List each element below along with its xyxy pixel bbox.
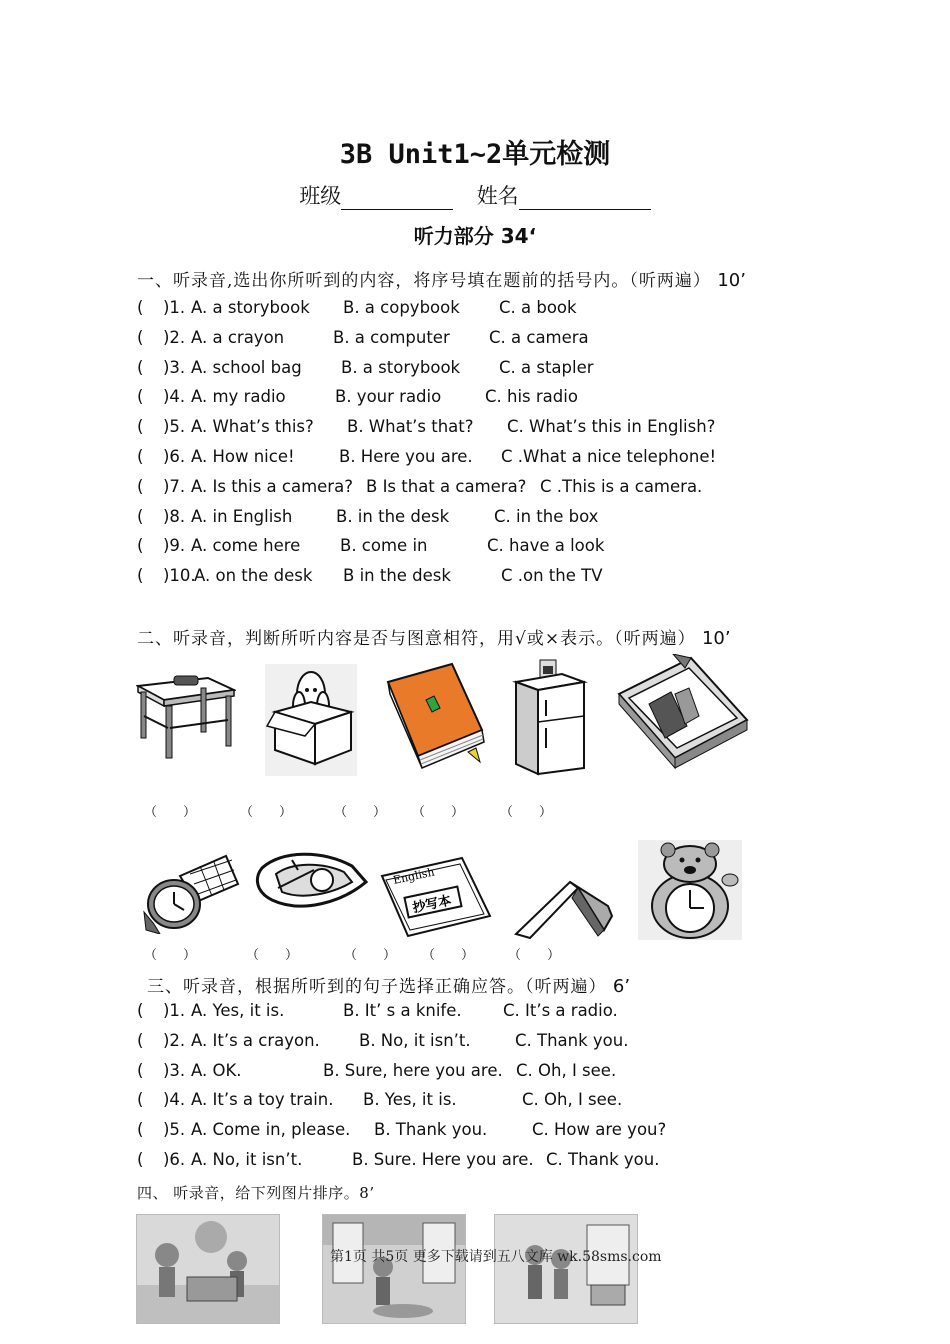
storybook-icon [382, 660, 486, 776]
option-a: A. come here [191, 536, 301, 556]
option-a: A. What’s this? [191, 417, 314, 437]
option-a: A. school bag [191, 357, 302, 377]
question-number: )6. [163, 1150, 186, 1169]
copybook-cover-text: English [391, 865, 436, 887]
scene-picture-1 [136, 1214, 280, 1324]
answer-bracket[interactable]: （ ） [422, 948, 475, 963]
question-number: )1. [163, 298, 186, 317]
option-b: B. a storybook [341, 357, 461, 377]
option-b: B. your radio [335, 387, 442, 407]
answer-bracket[interactable]: （ ） [344, 948, 397, 963]
option-a: A. Is this a camera? [191, 476, 353, 496]
option-c: C. in the box [494, 506, 599, 526]
question-number: )2. [163, 1030, 186, 1050]
dog-in-box-icon [265, 664, 357, 776]
option-b: B Is that a camera? [366, 476, 527, 496]
question-number: )6. [163, 447, 186, 466]
option-a: A. in English [191, 506, 293, 526]
listening-subtitle: 听力部分 34‘ [413, 224, 537, 248]
student-info-line [0, 180, 950, 210]
section3-heading-text: 三、听录音，根据所听到的句子选择正确应答。（听两遍） [147, 977, 607, 997]
section1-heading-text: 一、听录音,选出你所听到的内容，将序号填在题前的括号内。（听两遍） [137, 271, 711, 291]
class-label: 班级 [299, 184, 342, 208]
option-b: B. Thank you. [374, 1120, 488, 1140]
pencil-sharpener-icon [252, 848, 370, 920]
option-a: A. a crayon [191, 327, 285, 347]
question-number: )8. [163, 506, 186, 526]
answer-bracket[interactable]: ( [137, 506, 144, 526]
option-b: B. What’s that? [347, 417, 474, 437]
section2-heading [137, 624, 731, 649]
option-a: A. my radio [191, 387, 286, 407]
answer-bracket[interactable]: ( [137, 1030, 144, 1050]
option-a: A. on the desk [194, 566, 313, 586]
option-b: B. in the desk [336, 506, 450, 526]
watch-icon [140, 854, 240, 934]
answer-bracket[interactable]: ( [137, 1060, 144, 1080]
option-a: A. It’s a crayon. [191, 1030, 320, 1050]
question-number: )10. [163, 566, 196, 586]
option-a: A. Yes, it is. [191, 1001, 285, 1020]
section3-points: 6’ [612, 976, 631, 997]
answer-bracket[interactable]: （ ） [246, 948, 299, 963]
bear-clock-icon [638, 840, 742, 940]
option-c: C. Thank you. [515, 1030, 629, 1050]
pencil-box-icon [615, 654, 749, 780]
class-blank[interactable] [341, 187, 453, 210]
answer-bracket[interactable]: ( [137, 1120, 144, 1140]
option-a: A. OK. [191, 1060, 242, 1080]
answer-bracket[interactable]: （ ） [334, 805, 387, 820]
option-b: B. It’ s a knife. [343, 1001, 462, 1020]
answer-bracket[interactable]: （ ） [240, 805, 293, 820]
option-c: C. Oh, I see. [516, 1060, 617, 1080]
option-a: A. How nice! [191, 447, 295, 466]
question-number: )5. [163, 417, 186, 437]
section2-points: 10’ [701, 628, 731, 649]
question-number: )5. [163, 1120, 186, 1140]
page-title [0, 132, 950, 171]
option-a: A. a storybook [191, 298, 310, 317]
question-number: )3. [163, 357, 186, 377]
answer-bracket[interactable]: ( [137, 417, 144, 437]
option-c: C. his radio [485, 387, 578, 407]
option-c: C. What’s this in English? [507, 417, 716, 437]
answer-bracket[interactable]: ( [137, 357, 144, 377]
option-c: C. Oh, I see. [522, 1090, 623, 1110]
name-blank[interactable] [519, 187, 651, 210]
answer-bracket[interactable]: ( [137, 476, 144, 496]
option-a: A. It’s a toy train. [191, 1090, 334, 1110]
question-number: )9. [163, 536, 186, 556]
fridge-with-radio-icon [510, 656, 588, 776]
option-c: C .on the TV [501, 566, 603, 586]
answer-bracket[interactable]: ( [137, 447, 144, 466]
option-b: B. Here you are. [339, 447, 473, 466]
option-b: B. Yes, it is. [363, 1090, 457, 1110]
option-b: B in the desk [343, 566, 451, 586]
question-number: )4. [163, 1090, 186, 1110]
option-b: B. a copybook [343, 298, 460, 317]
section1-points: 10’ [717, 270, 746, 291]
option-a: A. No, it isn’t. [191, 1150, 303, 1169]
option-c: C. a camera [489, 327, 589, 347]
answer-bracket[interactable]: （ ） [500, 805, 553, 820]
option-c: C. How are you? [532, 1120, 667, 1140]
option-b: B. a computer [333, 327, 450, 347]
knife-icon [512, 876, 616, 942]
option-c: C. Thank you. [546, 1150, 660, 1169]
answer-bracket[interactable]: ( [137, 536, 144, 556]
option-c: C. have a look [487, 536, 605, 556]
section2-heading-text: 二、听录音，判断所听内容是否与图意相符，用√或×表示。（听两遍） [137, 629, 696, 649]
option-b: B. Sure, here you are. [323, 1060, 503, 1080]
option-b: B. come in [340, 536, 428, 556]
question-number: )2. [163, 327, 186, 347]
option-a: A. Come in, please. [191, 1120, 351, 1140]
option-b: B. No, it isn’t. [359, 1030, 471, 1050]
option-c: C .This is a camera. [540, 476, 703, 496]
option-c: C. a stapler [499, 357, 594, 377]
question-number: )1. [163, 1001, 186, 1020]
option-c: C. It’s a radio. [503, 1001, 618, 1020]
section1-heading [137, 266, 746, 291]
title-chinese: 单元检测 [502, 139, 611, 170]
name-label: 姓名 [476, 184, 519, 208]
title-english: 3B Unit1~2 [339, 139, 503, 170]
option-c: C. a book [499, 298, 577, 317]
answer-bracket[interactable]: （ ） [144, 948, 197, 963]
scene-picture-2 [322, 1214, 466, 1324]
answer-bracket[interactable]: （ ） [144, 805, 197, 820]
section3-heading [147, 972, 630, 997]
option-b: B. Sure. Here you are. [352, 1150, 534, 1169]
answer-bracket[interactable]: （ ） [412, 805, 465, 820]
page-footer: 第1页 共5页 更多下载请到五八文库 wk.58sms.com [330, 1249, 662, 1265]
answer-bracket[interactable]: ( [137, 1001, 144, 1020]
question-number: )7. [163, 476, 186, 496]
copybook-label: 抄写本 [411, 893, 453, 917]
answer-bracket[interactable]: ( [137, 298, 144, 317]
english-copybook-icon [378, 856, 494, 940]
question-number: )4. [163, 387, 186, 407]
desk-with-stapler-icon [136, 668, 236, 763]
answer-bracket[interactable]: ( [137, 566, 144, 586]
answer-bracket[interactable]: ( [137, 1150, 144, 1169]
answer-bracket[interactable]: ( [137, 1090, 144, 1110]
scene-picture-3 [494, 1214, 638, 1324]
answer-bracket[interactable]: ( [137, 387, 144, 407]
option-c: C .What a nice telephone! [501, 447, 717, 466]
section4-heading-text: 四、 听录音，给下列图片排序。8’ [137, 1184, 375, 1202]
question-number: )3. [163, 1060, 186, 1080]
answer-bracket[interactable]: ( [137, 327, 144, 347]
section4-heading [137, 1182, 375, 1203]
answer-bracket[interactable]: （ ） [508, 948, 561, 963]
